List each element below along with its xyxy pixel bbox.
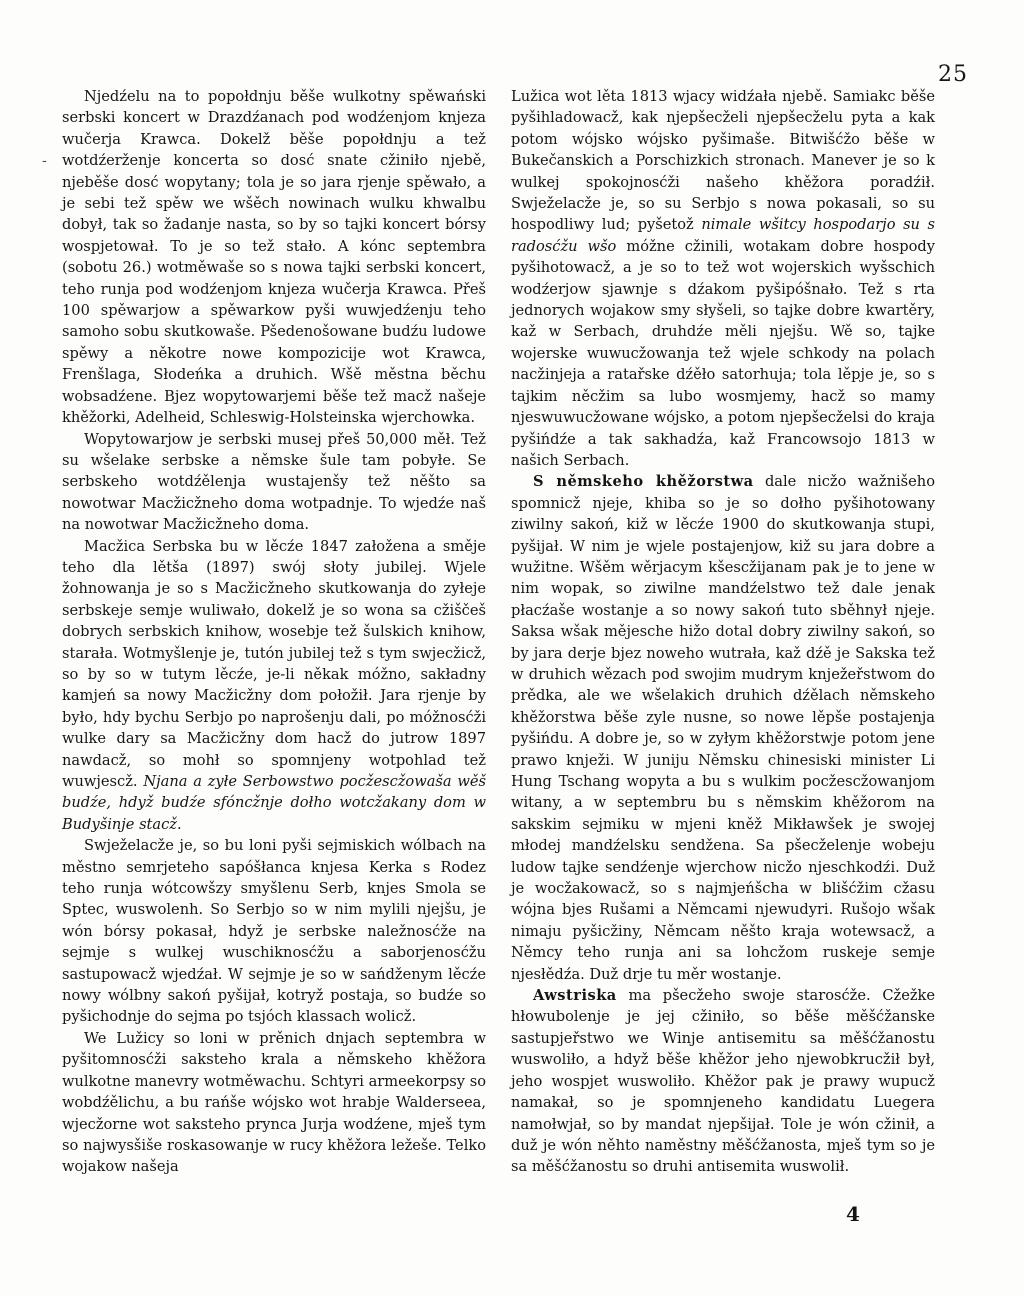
paragraph: Macžica Serbska bu w lěcźe 1847 załožena a směje teho dla lětša (1897) swój słoty jubilej. Wjele žohnowanja je so s Macžicžneho skutkowanja do zyłeje serbskeje semje wuliwało, dokelž je so wona sa cžiščeš dobrych serbskich knihow, wosebje tež šulskich knihow, starała. Wotmyšlenje je, tutón jubilej tež s tym swjecžicž, so by so w tutym lěcźe, je-li někak móžno, sakładny kamjeń sa nowy Macžicžny dom połožił. Jara rjenje by było, hdy bychu Serbjo po naprošenju dali, po móžnosćži wulke dary sa Macžicžny dom hacž do jutrow 1897 nawdacž, so mohł so spomnjeny wotpohlad tež wuwjescž. Njana a zyłe Serbowstwo pocžescžowaša wěš budźe, hdyž budźe sfóncžnje dołho wotcžakany dom w Budyšinje stacž. [62, 537, 487, 833]
right-column [511, 86, 935, 1178]
margin-mark: - [42, 153, 47, 169]
paragraph: Swježelacže je, so bu loni pyši sejmiskich wólbach na městno semrjeteho sapóšłanca knjesa Kerka s Rodez teho runja wótcowšzy smyšlenu Serb, knjes Smola se Sptec, wuswolenh. So Serbjo so w nim mylili njejšu, je wón bórsy pokasał, hdyž je serbske naležnosćže na sejmje s wulkej wuschiknosćžu a saborjenosćžu sastupowacž wjedźał. W sejmje je so w sańdženym lěcźe nowy wólbny sakoń pyšijał, kotryž postaja, so budźe so pyšichodnje do sejma po tsjóch klassach wolicž. [62, 837, 486, 1026]
section-heading: Awstriska [533, 987, 617, 1005]
paragraph: Njedźelu na to popołdnju běše wulkotny spěwański serbski koncert w Drazdźanach pod wodźenjom knjeza wučerja Krawca. Dokelž běše popołdnju a tež wotdźerženje koncerta so dosć snate cžiniło njebě, njeběše dosć wopytany; tola je so jara rjenje spěwało, a je sebi tež spěw we wšěch nowinach wulku khwalbu dobył, tak so žadanje nasta, so by so tajki koncert bórsy wospjetował. To je so tež stało. A kónc septembra (sobotu 26.) wotměwaše so s nowa tajki serbski koncert, teho runja pod wodźenjom knjeza wučerja Krawca. Přeš 100 spěwarjow a spěwarkow pyši wuwjedźenju teho samoho sobu skutkowaše. Pšedenošowane budźu ludowe spěwy a někotre nowe kompozicije wot Krawca, Frenšlaga, Słodeńka a druhich. Wšě městna běchu wobsadźene. Bjez wopytowarjemi běše tež macž našeje khěžorki, Adelheid, Schleswig-Holsteinska wjerchowka. [62, 88, 486, 427]
paragraph: Lužica wot lěta 1813 wjacy widźała njebě. Samiakc běše pyšihladowacž, kak njepšecželi njepšecželu pyta a kak potom wójsko wójsko pyšimaše. Bitwišćžo běše w Bukečanskich a Porschizkich stronach. Manever je so k wulkej spokojnosćži našeho khěžora poradźił. Swježelacže je, so su Serbjo s nowa pokasali, so su hospodliwy lud; pyšetož nimale wšitcy hospodarjo su s radosćžu wšo móžne cžinili, wotakam dobre hospody pyšihotowacž, a je so to tež wot wojerskich wyšschich wodźerjow sjawnje s dźakom pyšipóšnało. Tež s rta jednorych wojakow smy słyšeli, so tajke dobre kwartěry, kaž w Serbach, druhdźe měli njejšu. Wě so, tajke wojerske wuwucžowanja tež wjele schkody na polach nacžinjeja a ratařske dźěło satorhuja; tola lěpje je, so s tajkim něcžim sa lubo wosmjemy, hacž so mamy njeswuwucžowane wójsko, a potom njepšecželsi do kraja pyšińdźe a tak sakhadźa, kaž Francowsojo 1813 w našich Serbach. [511, 88, 936, 469]
page-number: 25 [938, 62, 968, 87]
section-heading: S němskeho khěžorstwa [533, 473, 754, 491]
paragraph: S němskeho khěžorstwa dale nicžo wažnišeho spomnicž njeje, khiba so je so dołho pyšihotowany ziwilny sakoń, kiž w lěcźe 1900 do skutkowanja stupi, pyšijał. W nim je wjele postajenjow, kiž su jara dobre a wužitne. Wšěm wěrjacym kšescžijanam pak je to jene w nim wopak, so ziwilne mandźelstwo tež dale jenak płacźaše wostanje a so nowy sakoń tuto sběhnył njeje. Saksa wšak mějesche hižo dotal dobry ziwilny sakoń, so by jara derje bjez noweho wutrała, kaž dźě je Sakska tež w druhich wězach pod swojim mudrym knježeřstwom do prědka, ale we wšelakich druhich dźělach němskeho khěžorstwa běše zyle nusne, so nowe lěpše postajenja pyšińdu. A dobre je, so w zyłym khěžorstwje potom jene prawo knježi. W juniju Němsku chinesiski minister Li Hung Tschang wopyta a bu s wulkim pocžescžowanjom witany, a w septembru bu s němskim khěžorom na sakskim sejmiku w mjeni kněž Mikławšek je swojej młodej mandźelsku sendžena. Sa pšecželenje wobeju ludow tajke sendźenje wjerchow nicžo njeschkodźi. Duž je wocžakowacž, so s najmjeńšcha w blišćžim cžasu wójna bjes Rušami a Němcami njewudyri. Rušojo wšak nimaju pyšicžiny, Němcam něšto kraja wotewsacž, a Němcy teho runja ani sa lohcžom ruskeje semje njesłědźa. Duž drje tu měr wostanje. [511, 473, 935, 983]
signature-mark: 4 [846, 1202, 860, 1226]
paragraph: Wopytowarjow je serbski musej přeš 50,000 měł. Tež su wšelake serbske a němske šule tam pobyłe. Se serbskeho wotdźělenja wustajenšy tež něšto sa nowotwar Macžicžneho doma wotpadnje. To wjedźe naš na nowotwar Macžicžneho doma. [62, 430, 486, 534]
left-column [62, 86, 486, 1178]
paragraph: We Lužicy so loni w prěnich dnjach septembra w pyšitomnosćži saksteho krala a němskeho khěžora wulkotne manevry wotměwachu. Schtyri armeekorpsy so wobdźělichu, a bu rańše wójsko wot hrabje Walderseea, wjecžorne wot saksteho prynca Jurja wodźene, mješ tym so najwysšiše roskasowanje w rucy khěžora ležeše. Telko wojakow našeja [62, 1029, 486, 1176]
paragraph: Awstriska ma pšecžeho swoje starosćže. Cžežke hłowubolenje je jej cžiniło, so běše měšćžanske sastupjeřstwo we Winje antisemitu sa měšćžanostu wuswoliło, a hdyž běše khěžor jeho njewobkrucžił był, jeho wospjet wuswoliło. Khěžor pak je prawy wupucž namakał, so je spomnjeneho kandidatu Luegera namołwjał, so by mandat njepšijał. Tole je wón cžinił, a duž je wón něhto naměstny měšćžanosta, mješ tym so je sa měšćžanostu so druhi antisemita wuswolił. [511, 987, 936, 1176]
